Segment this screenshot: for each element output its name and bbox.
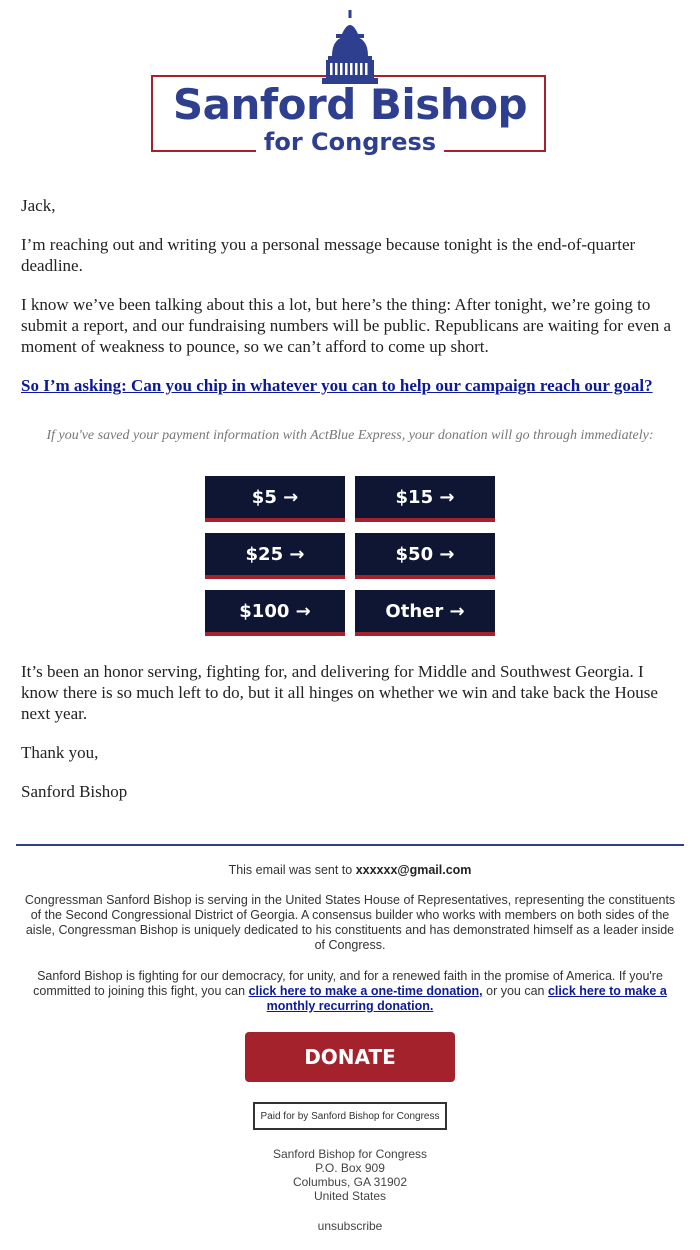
donation-ask-link[interactable]: So I’m asking: Can you chip in whatever you can to help our campaign reach our goal? — [21, 376, 653, 395]
sent-to-line: This email was sent to xxxxxx@gmail.com — [228, 863, 472, 877]
logo-name: Sanford Bishop — [172, 80, 528, 129]
donate-button[interactable]: DONATE — [245, 1032, 455, 1082]
paid-for-disclaimer: Paid for by Sanford Bishop for Congress — [253, 1102, 447, 1130]
mailing-address: Sanford Bishop for Congress P.O. Box 909 Columbus, GA 31902 United States — [272, 1147, 428, 1203]
logo-subtitle: for Congress — [256, 129, 444, 155]
one-time-donation-link[interactable]: click here to make a one-time donation, — [248, 984, 483, 998]
donate-50-button[interactable]: $50 → — [355, 533, 495, 579]
donate-5-button[interactable]: $5 → — [205, 476, 345, 522]
actblue-express-note: If you've saved your payment information with ActBlue Express, your donation will go through immediately: — [46, 428, 654, 443]
paragraph-report: I know we’ve been talking about this a lot, but here’s the thing: After tonight, we’re going to submit a report, and our fundraising numbers will be public. Republicans are waiting for even a moment of weakness to pounce, so we can’t afford to come up short. — [21, 295, 672, 356]
signature: Sanford Bishop — [21, 782, 128, 801]
recurring-donation-link[interactable]: click here to make a monthly recurring donation. — [266, 984, 667, 1013]
paragraph-deadline: I’m reaching out and writing you a personal message because tonight is the end-of-quarter deadline. — [21, 235, 636, 275]
paragraph-honor: It’s been an honor serving, fighting for, and delivering for Middle and Southwest Georgia. I know there is so much left to do, but it all hinges on whether we win and take back the House next year. — [21, 662, 658, 723]
donate-other-button[interactable]: Other → — [355, 590, 495, 636]
campaign-logo — [150, 10, 550, 156]
fight-paragraph: Sanford Bishop is fighting for our democracy, for unity, and for a renewed faith in the promise of America. If you're committed to joining this fight, you can click here to make a one-time donation, or you can click here to make a monthly recurring donation. — [33, 969, 667, 1013]
capitol-dome-icon — [322, 10, 378, 86]
donate-15-button[interactable]: $15 → — [355, 476, 495, 522]
donate-25-button[interactable]: $25 → — [205, 533, 345, 579]
recipient-email: xxxxxx@gmail.com — [355, 863, 472, 877]
unsubscribe-link[interactable]: unsubscribe — [317, 1219, 383, 1233]
closing: Thank you, — [21, 743, 99, 762]
footer-divider — [16, 844, 684, 846]
donate-100-button[interactable]: $100 → — [205, 590, 345, 636]
greeting: Jack, — [21, 196, 56, 215]
bio-paragraph: Congressman Sanford Bishop is serving in the United States House of Representatives, representing the constituents of the Second Congressional District of Georgia. A consensus builder who works with members on both sides of the aisle, Congressman Bishop is uniquely dedicated to his constituents and has demonstrated himself as a leader inside of Congress. — [24, 893, 676, 952]
